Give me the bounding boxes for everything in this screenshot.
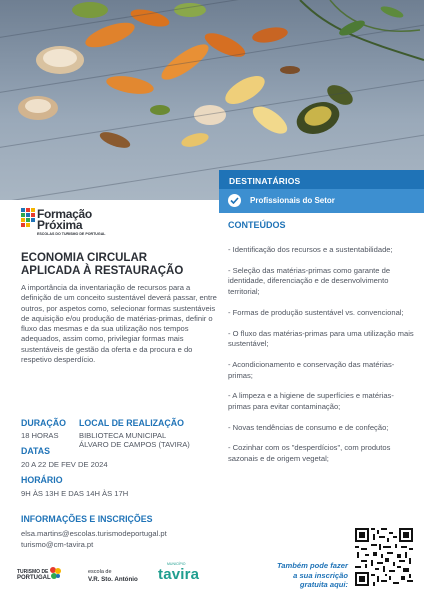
datas-label: DATAS <box>21 446 50 456</box>
horario-value: 9H ÀS 13H E DAS 14H ÀS 17H <box>21 489 129 498</box>
destinatarios-item: Profissionais do Setor <box>250 196 335 205</box>
course-title <box>21 252 216 278</box>
course-intro: A importância da inventariação de recursos para a definição de um conceito sustentável deverá passar, entre outros, por aspetos como, selecionar formas sustentáveis de aquisição e/ou produção de matérias-primas, definir o fluxo das mesmas e da sua utilização nos tempos adequados, assim como, privilegiar formas mais sustentáveis de gestão da oferta e da procura e do respetivo desperdício. <box>21 283 217 365</box>
qr-code-icon[interactable] <box>355 528 413 586</box>
local-label: LOCAL DE REALIZAÇÃO <box>79 418 184 428</box>
logo-line2: Próxima <box>37 218 83 232</box>
list-item: - Novas tendências de consumo e de confeção; <box>228 422 389 432</box>
cta-line2: a sua inscrição <box>293 570 348 580</box>
course-title-line2: APLICADA À RESTAURAÇÃO <box>21 265 184 277</box>
local-line2: ÁLVARO DE CAMPOS (TAVIRA) <box>79 440 190 449</box>
turismo-portugal-line1: TURISMO DE <box>17 569 49 575</box>
registration-cta <box>256 561 348 590</box>
list-item: - Cozinhar com os "desperdícios", com produtos sazonais e de origem vegetal; <box>228 443 391 464</box>
check-circle-icon <box>228 194 241 207</box>
duracao-value: 18 HORAS <box>21 431 59 440</box>
destinatarios-row <box>219 189 424 213</box>
destinatarios-title: DESTINATÁRIOS <box>229 176 301 186</box>
conteudos-title: CONTEÚDOS <box>228 220 286 230</box>
destinatarios-panel <box>219 170 424 213</box>
horario-label: HORÁRIO <box>21 475 63 485</box>
list-item: - Acondicionamento e conservação das matérias-primas; <box>228 359 395 380</box>
cta-line3: gratuita aqui: <box>299 580 348 589</box>
logo-subtitle: ESCOLAS DO TURISMO DE PORTUGAL <box>37 232 106 236</box>
logo-mark-icon <box>21 208 35 230</box>
logo-line1: Formação <box>37 207 92 221</box>
school-line1: escola de <box>88 569 112 575</box>
cta-line1: Também pode fazer <box>276 561 348 570</box>
duracao-label: DURAÇÃO <box>21 418 66 428</box>
turismo-portugal-logo-icon <box>48 566 62 580</box>
tavira-logo: tavira <box>158 566 200 583</box>
list-item: - Formas de produção sustentável vs. convencional; <box>228 307 404 317</box>
info-label: INFORMAÇÕES E INSCRIÇÕES <box>21 514 153 524</box>
list-item: - O fluxo das matérias-primas para uma utilização mais sustentável; <box>228 328 414 349</box>
course-title-line1: ECONOMIA CIRCULAR <box>21 252 148 264</box>
datas-value: 20 A 22 DE FEV DE 2024 <box>21 460 108 469</box>
email-link-2[interactable]: turismo@cm-tavira.pt <box>21 540 94 549</box>
local-line1: BIBLIOTECA MUNICIPAL <box>79 431 167 440</box>
school-line2: V.R. Sto. António <box>88 576 138 583</box>
email-link-1[interactable]: elsa.martins@escolas.turismodeportugal.pt <box>21 529 167 538</box>
list-item: - Seleção das matérias-primas como garante de identidade, diferenciação e de desenvolvimento territorial; <box>228 265 391 297</box>
turismo-portugal-line2: PORTUGAL <box>17 575 51 581</box>
list-item: - A limpeza e a higiene de superfícies e matérias-primas para evitar contaminação; <box>228 391 394 412</box>
formacao-proxima-logo <box>21 207 111 243</box>
tavira-municipio: MUNICÍPIO <box>167 562 186 566</box>
conteudos-list <box>228 245 414 475</box>
list-item: - Identificação dos recursos e a sustentabilidade; <box>228 245 393 254</box>
